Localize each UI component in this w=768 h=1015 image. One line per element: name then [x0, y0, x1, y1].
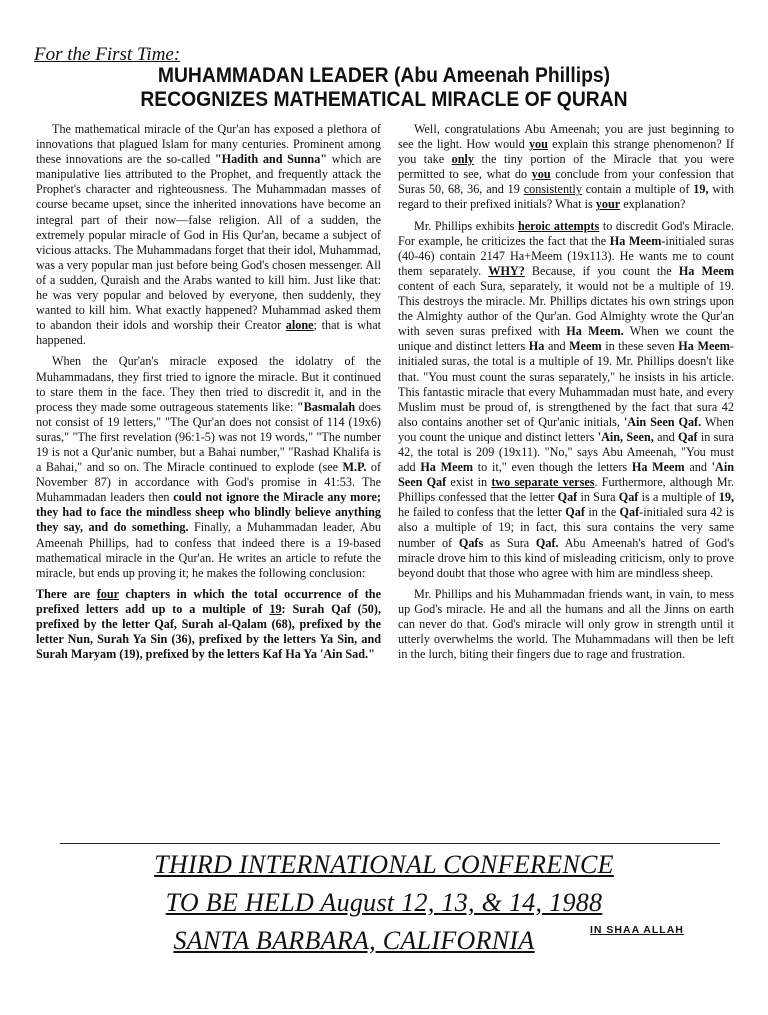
text-run: exist in [446, 475, 492, 490]
text-run: is a multiple of [638, 490, 719, 505]
text-run: consistently [523, 182, 582, 197]
text-run: conclude from your confession that Suras 50, 68, 36, and 19 [398, 167, 734, 197]
conference-location-text: SANTA BARBARA, CALIFORNIA [173, 926, 535, 955]
text-run: and [544, 339, 570, 354]
headline-line-2: RECOGNIZES MATHEMATICAL MIRACLE OF QURAN [140, 88, 628, 111]
text-run: to discredit God's Miracle. For example, he criticizes the fact that the [398, 218, 734, 248]
text-run: : Surah Qaf (50), prefixed by the letter Qaf, Surah al-Qalam (68), prefixed by the letter Nun, Surah Ya Sin (36), prefixed by the letters Ya Sin, and Surah Maryam (19), prefixed by the letters Kaf Ha Ya 'Ain Sad." [36, 601, 381, 662]
text-run: Qaf [618, 490, 639, 505]
text-run: 19, [693, 182, 709, 197]
text-run: Meem [569, 339, 602, 354]
conference-note: IN SHAA ALLAH [590, 924, 684, 936]
text-run: could not ignore the Miracle any more; they had to face the mindless sheep who blindly believe anything they say, and do something. [36, 490, 381, 535]
right-column [398, 122, 734, 668]
text-run: Ha Meem [631, 460, 685, 475]
text-run: Qaf [565, 505, 585, 520]
text-run: content of each Sura, separately, it would not be a multiple of 19. This destroys the miracle. Mr. Phillips dictates his own strings upon the Almighty author of the Qur'an. God Almighty wrote the Qur'an with seven suras prefixed with [398, 278, 734, 339]
text-run: 19 [269, 601, 282, 616]
text-run: Qaf [619, 505, 640, 520]
text-run: Ha Meem [420, 460, 474, 475]
right-paragraph-3 [398, 587, 734, 662]
text-run: -initialed suras (40-46) contain 2147 Ha+Meem (19x113). He wants me to count them separately. [398, 233, 735, 278]
text-run: your [595, 197, 621, 212]
text-run: Ha Meem [609, 233, 662, 248]
text-run: and [653, 429, 678, 444]
left-paragraph-1 [36, 122, 381, 348]
text-run: When you count the unique and distinct letters [398, 414, 735, 444]
text-run: heroic attempts [517, 218, 600, 233]
left-column [36, 122, 381, 668]
text-run: When the Qur'an's miracle exposed the idolatry of the Muhammadans, they first tried to ignore the miracle. But it continued to stare them in the face. They then tried to discredit it, and in the process they made some outrageous statements like: [36, 354, 381, 414]
text-run: ; that is what happened. [36, 318, 381, 348]
text-run: Qaf [557, 490, 578, 505]
text-run: 'Ain Seen Qaf [398, 460, 734, 490]
text-run: four [96, 586, 119, 601]
text-run: 'Ain, Seen, [597, 429, 654, 444]
left-paragraph-2 [36, 354, 381, 580]
text-run: does not consist of 19 letters," "The Qur'an does not consist of 114 (19x6) suras," "The first revelation (96:1-5) was not 19 words," "The number 19 is not a Qur'anic number, but a Bahai number," "Rashad Khalifa is a Bahai," and so on. The Miracle continued to explode (see [36, 399, 382, 475]
section-divider [60, 843, 720, 844]
text-run: explanation? [620, 197, 686, 212]
text-run: The mathematical miracle of the Qur'an has exposed a plethora of innovations that plagued Islam for many centuries. Prominent among these innovations are the so-called [36, 122, 381, 167]
text-run: Mr. Phillips exhibits [414, 218, 518, 233]
text-run: two separate verses [491, 475, 595, 490]
text-run: "Basmalah [296, 399, 356, 414]
text-run: the tiny portion of the Miracle that you were permitted to see, what do [398, 152, 734, 182]
text-run: Ha Meem. [566, 324, 624, 339]
text-run: as Sura [483, 535, 536, 550]
kicker: For the First Time: [34, 44, 181, 65]
text-run: you [531, 167, 551, 182]
text-run: to it," even though the letters [473, 460, 632, 475]
text-run: chapters in which the total occurrence of the prefixed letters add up to a multiple of [36, 586, 381, 616]
text-run: Abu Ameenah's hatred of God's miracle drove him to this kind of misleading criticism, only to prove beyond doubt that those who agree with him are mindless sheep. [398, 535, 735, 580]
conference-title [0, 850, 768, 880]
text-run: contain a multiple of [581, 182, 694, 197]
text-run: in the [584, 505, 620, 520]
text-run: Ha [528, 339, 545, 354]
text-run: -initialed sura 42 is also a multiple of 19; in fact, this sura contains the very same number of [398, 505, 734, 550]
headline-line-1: MUHAMMADAN LEADER (Abu Ameenah Phillips) [157, 64, 611, 87]
text-run: in sura 42, the total is 209 (19x11). "No," says Abu Ameenah, "You must add [398, 429, 734, 475]
conference-dates-text: TO BE HELD August 12, 13, & 14, 1988 [165, 888, 603, 917]
text-run: 19, [718, 490, 735, 505]
text-run: Well, congratulations Abu Ameenah; you are just beginning to see the light. How would [398, 122, 734, 152]
right-paragraph-1 [398, 122, 734, 213]
text-run: There are [36, 586, 97, 601]
text-run: M.P. [342, 460, 367, 475]
text-run: you [528, 137, 548, 152]
text-run: "Hadith and Sunna" [214, 152, 328, 167]
conference-title-text: THIRD INTERNATIONAL CONFERENCE [154, 850, 614, 879]
text-run: Finally, a Muhammadan leader, Abu Ameenah Phillips, had to confess that indeed there is a 19-based mathematical miracle in the Qur'an. He writes an article to refute the miracle, but ends up proving it; he makes the following conclusion: [36, 520, 381, 580]
text-run: -initialed suras, the total is a multiple of 19. Mr. Phillips doesn't like that. "You must count the suras separately," he insists in his article. This fantastic miracle that every Muhammadan must hate, and every Muslim must be proud of, is strengthened by the fact that sura 42 also contains another set of Qur'anic initials, [398, 339, 734, 429]
text-run: in Sura [577, 490, 619, 505]
text-run: he failed to confess that the letter [398, 505, 566, 520]
text-run: Qaf. [535, 535, 559, 550]
text-run: Because, if you count the [524, 263, 679, 278]
text-run: . Furthermore, although Mr. Phillips confessed that the letter [398, 475, 734, 505]
text-run: and [684, 460, 712, 475]
text-run: Ha Meem [678, 339, 730, 354]
text-run: Ha Meem [678, 263, 734, 278]
left-paragraph-3 [36, 587, 381, 662]
text-run: When we count the unique and distinct letters [398, 324, 734, 354]
text-run: Qaf [677, 429, 698, 444]
text-run: which are manipulative lies attributed to the Prophet, and frequently attack the Prophet's character and righteousness. The Muhammadan masses of course became upset, since the inherited innovations have become an integral part of their now—false religion. All of a sudden, the extremely popular miracle of God in His Qur'an, became a subject of vicious attacks. The Muhammadans forget that their idol, Muhammad, was a very popular man just before being God's chosen messenger. All of a sudden, Quraish and the Arabs wanted to kill him. Just like that: he was very popular and beloved by everyone, then suddenly, they wanted to kill him. What exactly happened? Muhammad asked them to abandon their idols and worship their Creator [36, 152, 382, 333]
text-run: 'Ain Seen Qaf. [623, 414, 702, 429]
text-run: Qafs [458, 535, 484, 550]
conference-dates [0, 888, 768, 918]
right-paragraph-2 [398, 219, 734, 581]
text-run: with regard to their prefixed initials? What is [398, 182, 735, 212]
text-run: Mr. Phillips and his Muhammadan friends want, in vain, to mess up God's miracle. He and all the humans and all the Jinns on earth can never do that. God's miracle will only grow in strength until it utterly overwhelms the world. The Muhammadans will then be left in the lurch, biting their fingers due to rage and frustration. [398, 586, 734, 662]
text-run: WHY? [488, 263, 525, 278]
text-run: explain this strange phenomenon? If you take [398, 137, 735, 167]
text-run: only [451, 152, 474, 167]
text-run: of November 87) in accordance with God's promise in 41:53. The Muhammadan leaders then [36, 460, 382, 505]
text-run: in these seven [601, 339, 679, 354]
text-run: alone [285, 318, 314, 333]
